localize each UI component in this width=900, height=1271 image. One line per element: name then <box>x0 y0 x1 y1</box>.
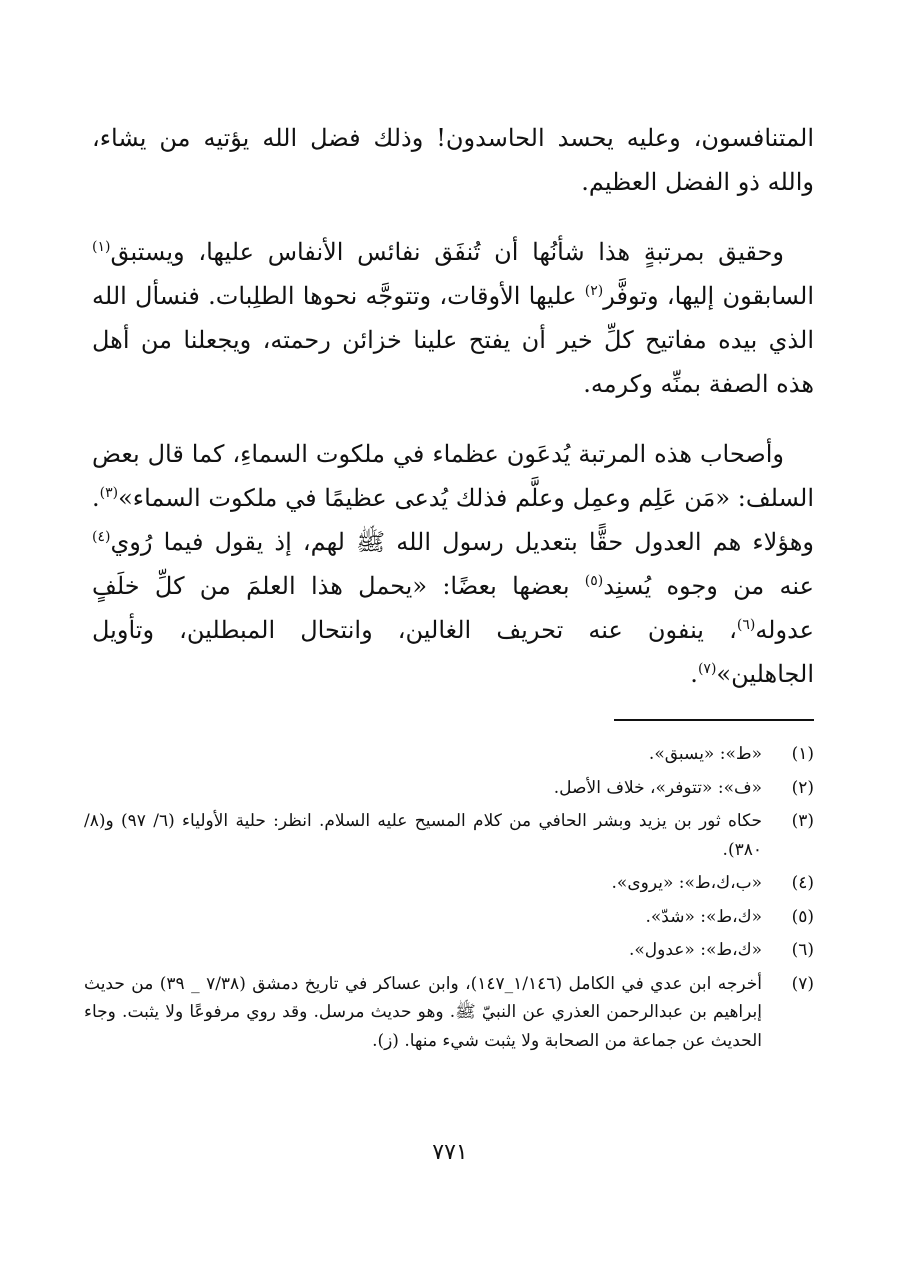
footnote-number: (١) <box>791 744 814 764</box>
footnote-3 <box>84 807 814 864</box>
footnote-text: أخرجه ابن عدي في الكامل (١/١٤٦_١٤٧)، وابن عساكر في تاريخ دمشق (٧/٣٨ _ ٣٩) من حديث إبراهيم بن عبدالرحمن العذري عن النبيّ ﷺ. وهو حديث مرسل. وقد روي مرفوعًا ولا يثبت. وجاء الحديث عن جماعة من الصحابة ولا يثبت شيء منها. (ز). <box>84 973 763 1051</box>
paragraph-3-text: وأصحاب هذه المرتبة يُدعَون عظماء في ملكوت السماءِ، كما قال بعض السلف: «مَن عَلِم وعمِل وعلَّم فذلك يُدعى عظيمًا في ملكوت السماء» <box>92 440 814 512</box>
footnote-ref-6[interactable]: (٦) <box>736 617 756 633</box>
footnote-number: (٢) <box>791 777 814 798</box>
main-text <box>92 116 814 696</box>
footnote-text: حكاه ثور بن يزيد وبشر الحافي من كلام المسيح عليه السلام. انظر: حلية الأولياء (٦/ ٩٧) و(٨/ ٣٨٠). <box>84 811 762 860</box>
footnote-text: «ب،ك،ط»: «يروى». <box>611 873 762 893</box>
paragraph-3-text: عنه من وجوه يُسنِد <box>603 572 814 600</box>
footnote-number: (٥) <box>791 906 814 927</box>
footnote-text: «ف»: «تتوفر»، خلاف الأصل. <box>553 777 762 798</box>
footnote-text: «ك،ط»: «عدول». <box>629 940 762 960</box>
footnote-divider <box>614 719 814 721</box>
paragraph-2-text: السابقون إليها، وتوفَّر <box>603 282 815 310</box>
footnote-text: «ك،ط»: «شدّ». <box>645 906 762 927</box>
footnote-2 <box>84 774 814 803</box>
footnote-number: (٧) <box>791 973 814 994</box>
paragraph-3-text: . وهؤلاء هم العدول حقًّا بتعديل رسول الله ﷺ لهم، إذ يقول فيما رُوي <box>92 484 814 556</box>
footnote-7 <box>84 970 814 1056</box>
footnote-ref-5[interactable]: (٥) <box>584 573 604 589</box>
paragraph-1-text: المتنافسون، وعليه يحسد الحاسدون! وذلك فضل الله يؤتيه من يشاء، والله ذو الفضل العظيم. <box>92 124 814 196</box>
footnote-ref-3[interactable]: (٣) <box>99 485 119 501</box>
footnote-ref-7[interactable]: (٧) <box>697 661 717 677</box>
paragraph-3-text: . <box>690 660 698 688</box>
footnote-1 <box>84 740 814 769</box>
footnote-number: (٤) <box>791 873 814 893</box>
footnote-4 <box>84 869 814 898</box>
footnote-5 <box>84 903 814 932</box>
paragraph-3-text: ، ينفون عنه تحريف الغالين، وانتحال المبطلين، وتأويل الجاهلين» <box>92 616 814 688</box>
page-number: ٧٧١ <box>432 1140 468 1165</box>
paragraph-2 <box>92 230 814 406</box>
paragraph-1 <box>92 116 814 204</box>
paragraph-3 <box>92 432 814 696</box>
paragraph-3-text: بعضها بعضًا: «يحمل هذا العلمَ من كلِّ خلَفٍ عدوله <box>92 572 814 644</box>
footnote-number: (٣) <box>791 811 814 831</box>
paragraph-2-text: عليها الأوقات، وتتوجَّه نحوها الطلِبات. فنسأل الله الذي بيده مفاتيح كلِّ خير أن يفتح علينا خزائن رحمته، ويجعلنا من أهل هذه الصفة بمنِّه وكرمه. <box>92 282 814 398</box>
footnotes-list <box>84 740 814 1060</box>
paragraph-2-text: وحقيق بمرتبةٍ هذا شأنُها أن تُنفَق نفائس الأنفاس عليها، ويستبق <box>110 238 784 266</box>
footnote-ref-2[interactable]: (٢) <box>584 283 604 299</box>
footnote-text: «ط»: «يسبق». <box>648 744 762 764</box>
footnote-number: (٦) <box>791 940 814 960</box>
footnote-ref-4[interactable]: (٤) <box>92 529 111 545</box>
footnote-ref-1[interactable]: (١) <box>92 239 111 255</box>
footnote-6 <box>84 936 814 965</box>
